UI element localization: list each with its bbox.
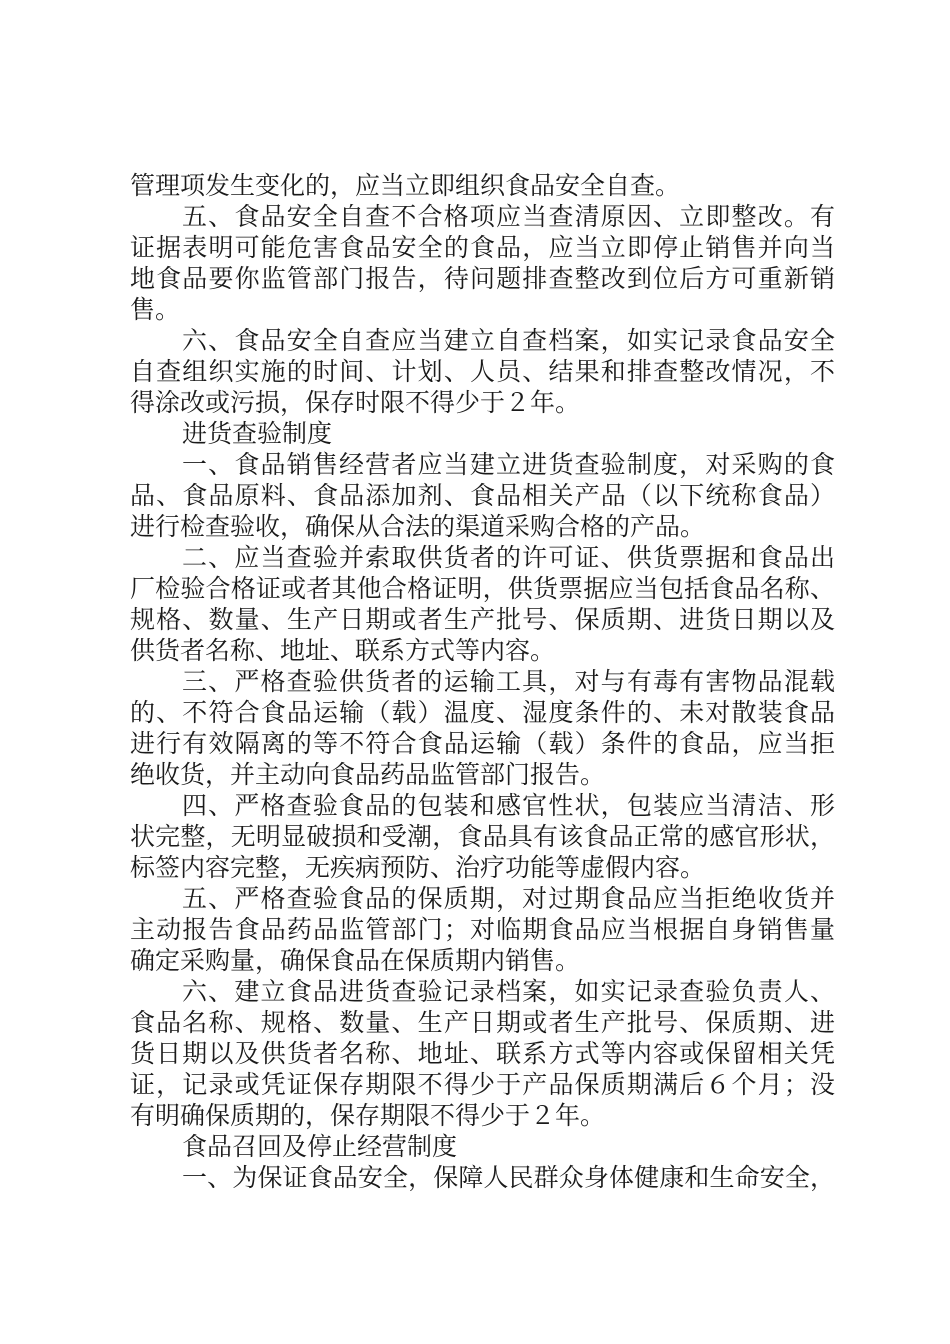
text-line: 证据表明可能危害食品安全的食品，应当立即停止销售并向当 [130, 233, 835, 262]
text-line: 有明确保质期的，保存期限不得少于２年。 [130, 1101, 606, 1130]
text-line: 绝收货，并主动向食品药品监管部门报告。 [130, 760, 606, 789]
text-line: 三、严格查验供货者的运输工具，对与有毒有害物品混载 [182, 667, 835, 696]
text-line: 供货者名称、地址、联系方式等内容。 [130, 636, 556, 665]
text-line: 食品名称、规格、数量、生产日期或者生产批号、保质期、进 [130, 1008, 835, 1037]
text-line: 四、严格查验食品的包装和感官性状，包装应当清洁、形 [182, 791, 835, 820]
text-line: 厂检验合格证或者其他合格证明，供货票据应当包括食品名称、 [130, 574, 835, 603]
text-line: 进行有效隔离的等不符合食品运输（载）条件的食品，应当拒 [130, 729, 835, 758]
text-line: 一、为保证食品安全，保障人民群众身体健康和生命安全， [182, 1163, 835, 1192]
text-line: 标签内容完整，无疾病预防、治疗功能等虚假内容。 [130, 853, 706, 882]
text-line: 的、不符合食品运输（载）温度、湿度条件的、未对散装食品 [130, 698, 835, 727]
text-line: 主动报告食品药品监管部门；对临期食品应当根据自身销售量 [130, 915, 835, 944]
document-page [130, 170, 835, 1193]
text-line: 管理项发生变化的，应当立即组织食品安全自查。 [130, 171, 681, 200]
text-line: 得涂改或污损，保存时限不得少于２年。 [130, 388, 581, 417]
text-line: 一、食品销售经营者应当建立进货查验制度，对采购的食 [182, 450, 835, 479]
text-line: 食品召回及停止经营制度 [182, 1132, 458, 1161]
text-line: 五、严格查验食品的保质期，对过期食品应当拒绝收货并 [182, 884, 835, 913]
text-line: 地食品要你监管部门报告，待问题排查整改到位后方可重新销 [130, 264, 835, 293]
document-body [130, 170, 835, 1193]
text-line: 二、应当查验并索取供货者的许可证、供货票据和食品出 [182, 543, 835, 572]
text-line: 进货查验制度 [182, 419, 333, 448]
text-line: 自查组织实施的时间、计划、人员、结果和排查整改情况，不 [130, 357, 835, 386]
text-line: 规格、数量、生产日期或者生产批号、保质期、进货日期以及 [130, 605, 835, 634]
text-line: 状完整，无明显破损和受潮，食品具有该食品正常的感官形状， [130, 822, 835, 851]
text-line: 售。 [130, 295, 181, 324]
text-line: 品、食品原料、食品添加剂、食品相关产品（以下统称食品） [130, 481, 835, 510]
text-line: 货日期以及供货者名称、地址、联系方式等内容或保留相关凭 [130, 1039, 835, 1068]
text-line: 确定采购量，确保食品在保质期内销售。 [130, 946, 581, 975]
text-line: 五、食品安全自查不合格项应当查清原因、立即整改。有 [182, 202, 835, 231]
text-line: 六、建立食品进货查验记录档案，如实记录查验负责人、 [182, 977, 835, 1006]
text-line: 证，记录或凭证保存期限不得少于产品保质期满后６个月；没 [130, 1070, 835, 1099]
text-line: 进行检查验收，确保从合法的渠道采购合格的产品。 [130, 512, 706, 541]
text-line: 六、食品安全自查应当建立自查档案，如实记录食品安全 [182, 326, 835, 355]
